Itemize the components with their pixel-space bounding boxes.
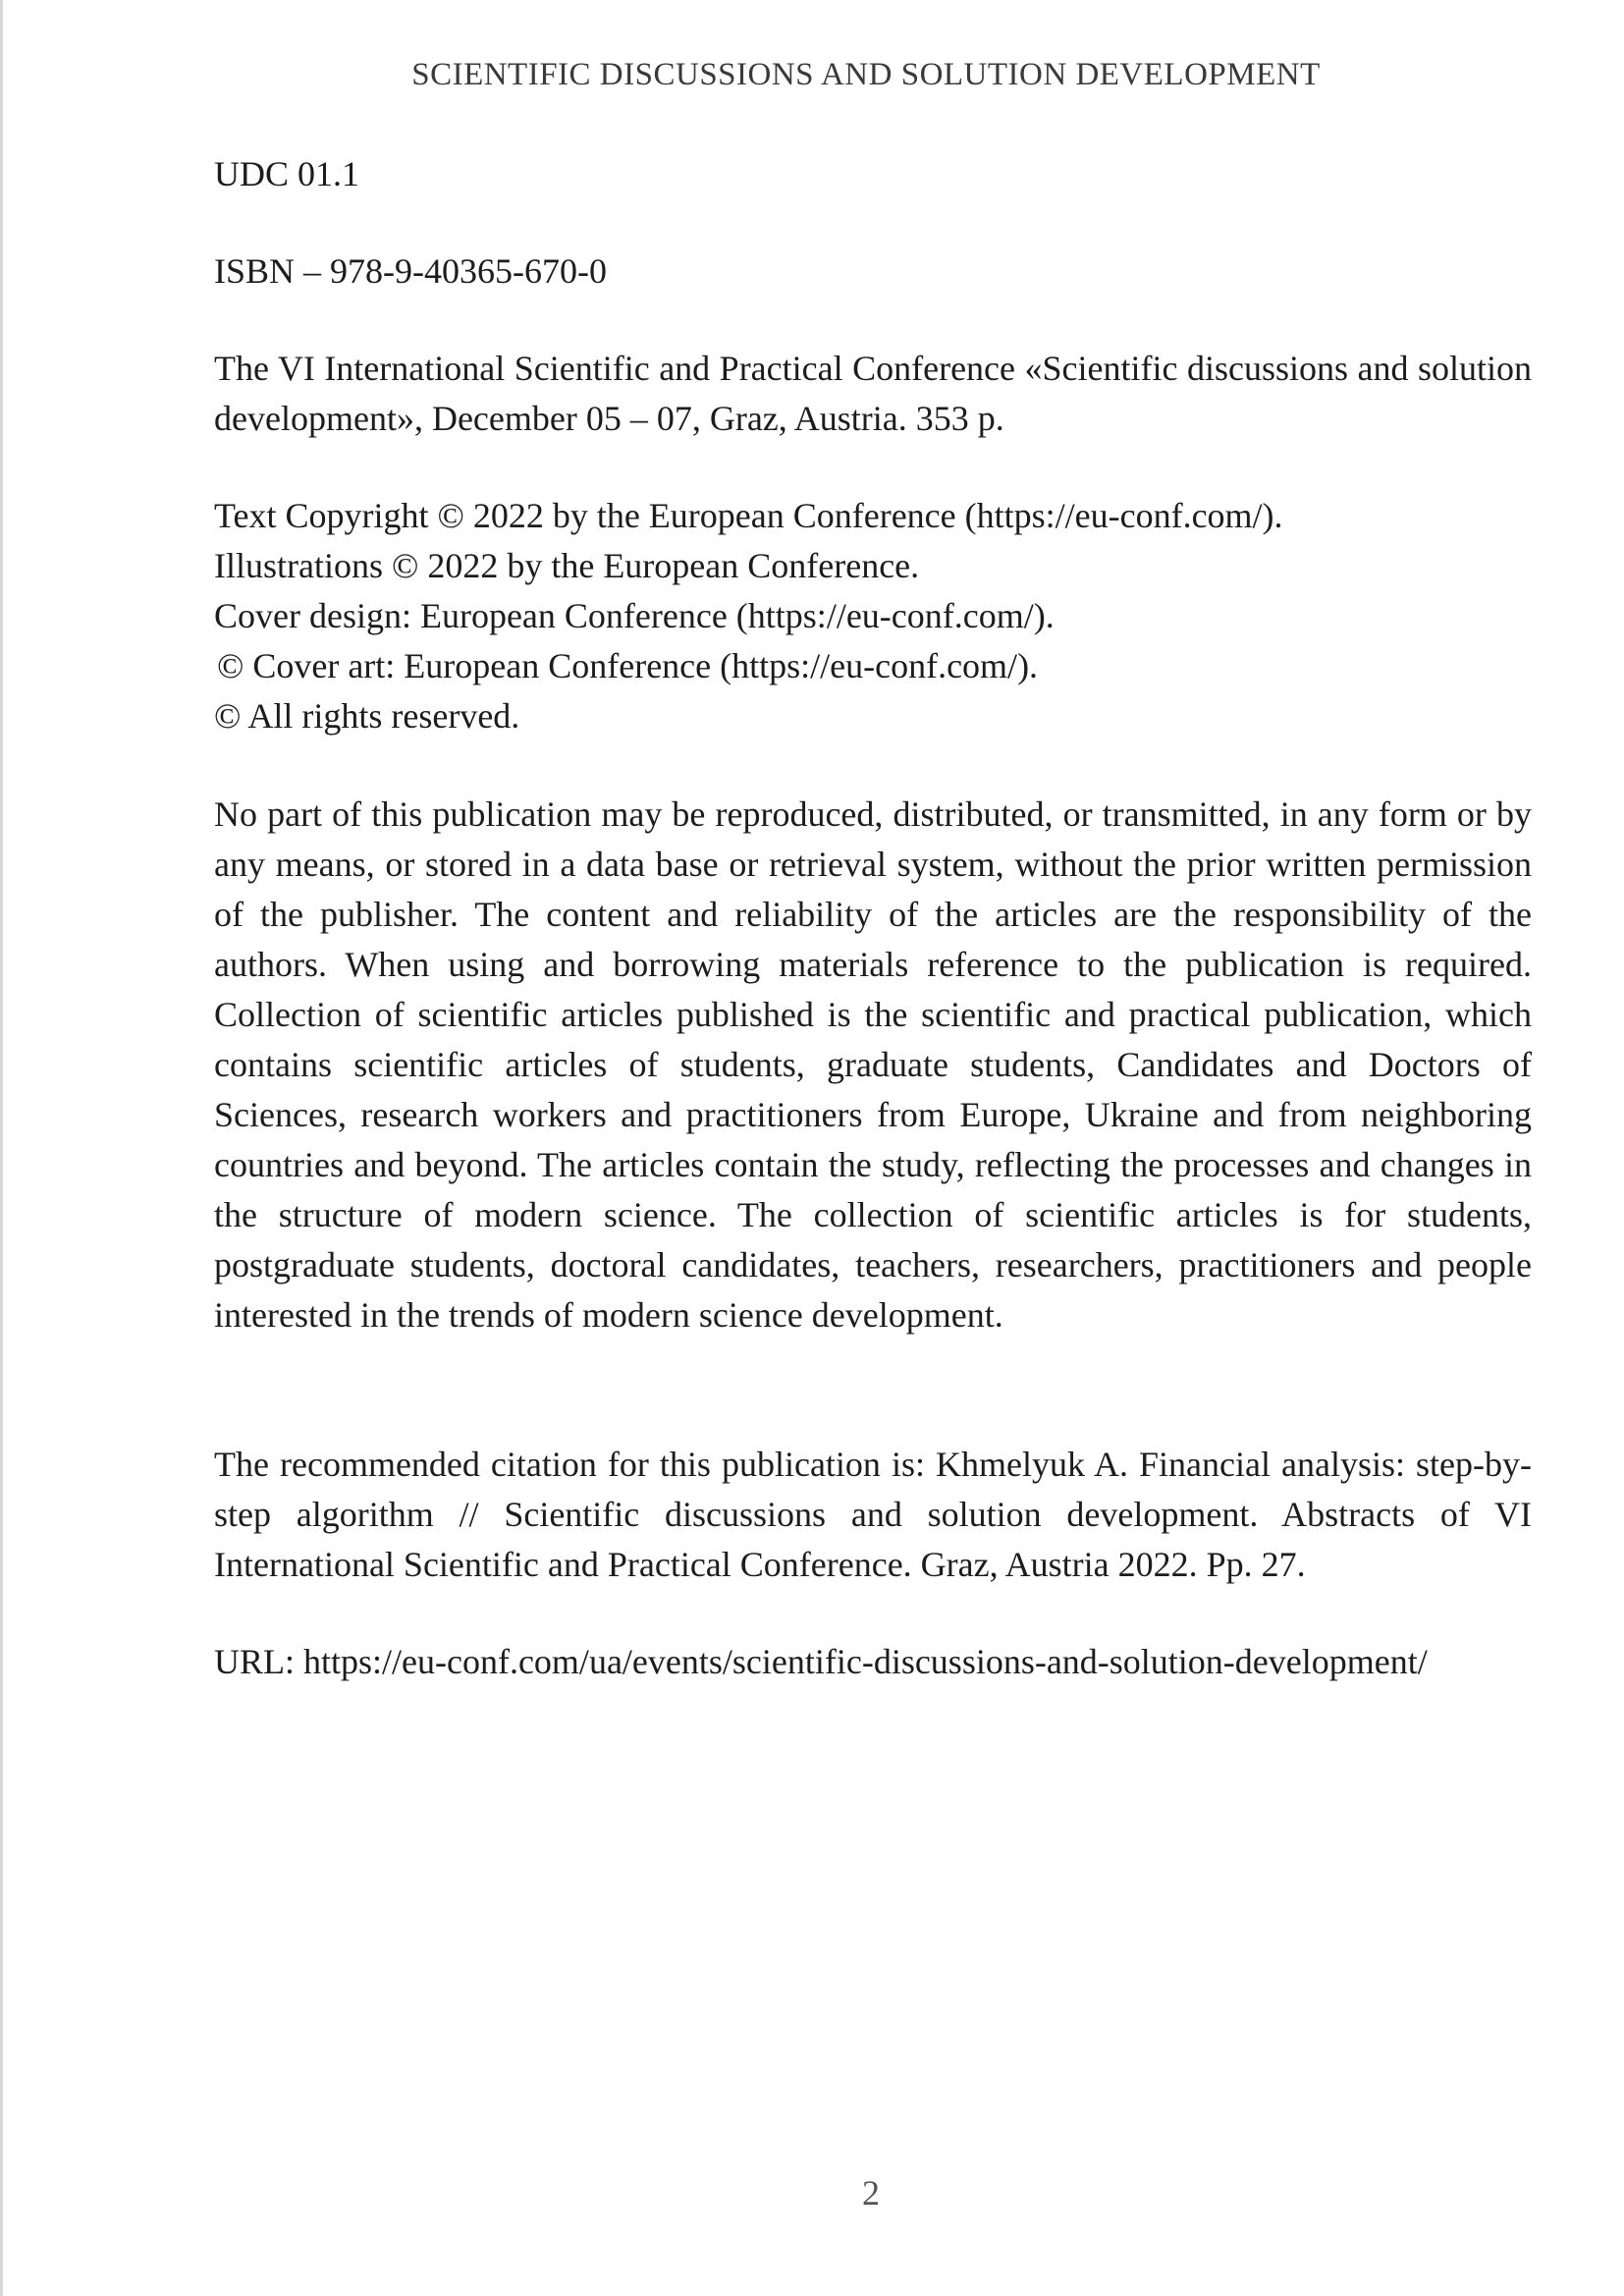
copyright-line-cover-design: Cover design: European Conference (https://eu-conf.com/).: [214, 596, 1055, 635]
publication-notice: No part of this publication may be reproduced, distributed, or transmitted, in any form or by any means, or stored in a data base or retrieval system, without the prior written permission of the publisher. The content and reliability of the articles are the responsibility of the authors. When using and borrowing materials reference to the publication is required. Collection of scientific articles published is the scientific and practical publication, which contains scientific articles of students, graduate students, Candidates and Doctors of Sciences, research workers and practitioners from Europe, Ukraine and from neighboring countries and beyond. The articles contain the study, reflecting the processes and changes in the structure of modern science. The collection of scientific articles is for students, postgraduate students, doctoral candidates, teachers, researchers, practitioners and people interested in the trends of modern science development.: [214, 794, 1532, 1335]
copyright-line-text: Text Copyright © 2022 by the European Conference (https://eu-conf.com/).: [214, 496, 1283, 535]
isbn-number: ISBN – 978-9-40365-670-0: [214, 251, 607, 291]
copyright-block: [214, 491, 1532, 741]
recommended-citation: The recommended citation for this publication is: Khmelyuk A. Financial analysis: step-by-step algorithm // Scientific discussions and solution development. Abstracts of VI International Scientific and Practical Conference. Graz, Austria 2022. Pp. 27.: [214, 1445, 1532, 1584]
page-edge: [0, 0, 3, 2296]
page-content: [214, 149, 1532, 1687]
copyright-line-cover-art: © Cover art: European Conference (https://eu-conf.com/).: [217, 646, 1039, 685]
event-url: URL: https://eu-conf.com/ua/events/scientific-discussions-and-solution-development/: [214, 1642, 1428, 1681]
conference-info: The VI International Scientific and Practical Conference «Scientific discussions and solution development», December 05 – 07, Graz, Austria. 353 p.: [214, 349, 1532, 438]
udc-code: UDC 01.1: [214, 154, 360, 193]
copyright-line-rights: © All rights reserved.: [214, 696, 520, 736]
copyright-line-illustrations: Illustrations © 2022 by the European Conference.: [214, 546, 920, 585]
running-header: SCIENTIFIC DISCUSSIONS AND SOLUTION DEVELOPMENT: [411, 57, 1321, 92]
page-number: 2: [862, 2173, 880, 2213]
